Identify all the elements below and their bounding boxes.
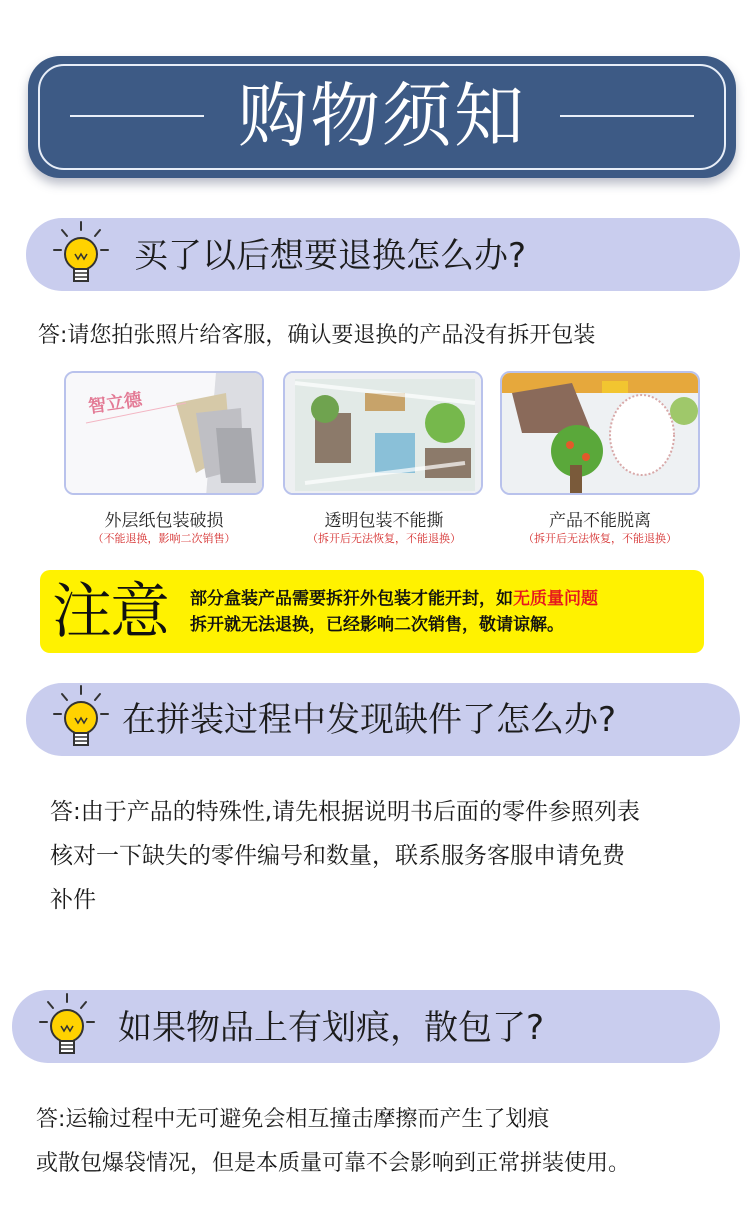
caption-product-parts: 产品不能脱离 [549,511,651,531]
answer-missing-line1: 答:由于产品的特殊性,请先根据说明书后面的零件参照列表 [50,799,641,825]
photo-plastic-wrap [283,371,483,495]
note-damaged-box: （不能退换，影响二次销售） [92,532,236,545]
answer-missing-line3: 补件 [50,887,96,913]
photo-damaged-box [64,371,264,495]
note-product-parts: （拆开后无法恢复，不能退换） [523,532,677,545]
notice-line1: 部分盒装产品需要拆犴外包装才能开封，如 [190,589,513,609]
caption-plastic-wrap: 透明包装不能撕 [324,511,444,531]
answer-scratch-line2: 或散包爆袋情况，但是本质量可靠不会影响到正常拼装使用。 [36,1151,631,1176]
caption-damaged-box: 外层纸包装破损 [104,511,224,531]
answer-scratch-line1: 答:运输过程中无可避免会相互撞击摩擦而产生了划痕 [36,1107,550,1132]
answer-return: 答:请您拍张照片给客服，确认要退换的产品没有拆开包装 [38,323,596,348]
notice-line2: 拆开就无法退换，已经影响二次销售，敬请谅解。 [190,615,564,635]
answer-missing [50,790,640,922]
page-title: 购物须知 [238,75,526,157]
question-scratch: 如果物品上有划痕，散包了? [118,1008,545,1048]
light-bulb-icon [50,684,112,754]
header-banner [28,56,736,178]
notice-heading: 注意 [52,577,168,647]
notice-highlight: 无质量问题 [513,589,598,609]
note-plastic-wrap: （拆开后无法恢复，不能退换） [307,532,461,545]
answer-missing-line2: 核对一下缺失的零件编号和数量，联系服务客服申请免费 [50,843,625,869]
notice-box [40,570,704,653]
answer-scratch [36,1098,630,1186]
question-missing: 在拼装过程中发现缺件了怎么办? [122,700,617,740]
notice-text [190,586,598,638]
box-brand-text: 智立德 [87,389,144,418]
question-return: 买了以后想要退换怎么办? [134,236,527,276]
photo-product-parts [500,371,700,495]
light-bulb-icon [36,992,98,1062]
light-bulb-icon [50,220,112,290]
